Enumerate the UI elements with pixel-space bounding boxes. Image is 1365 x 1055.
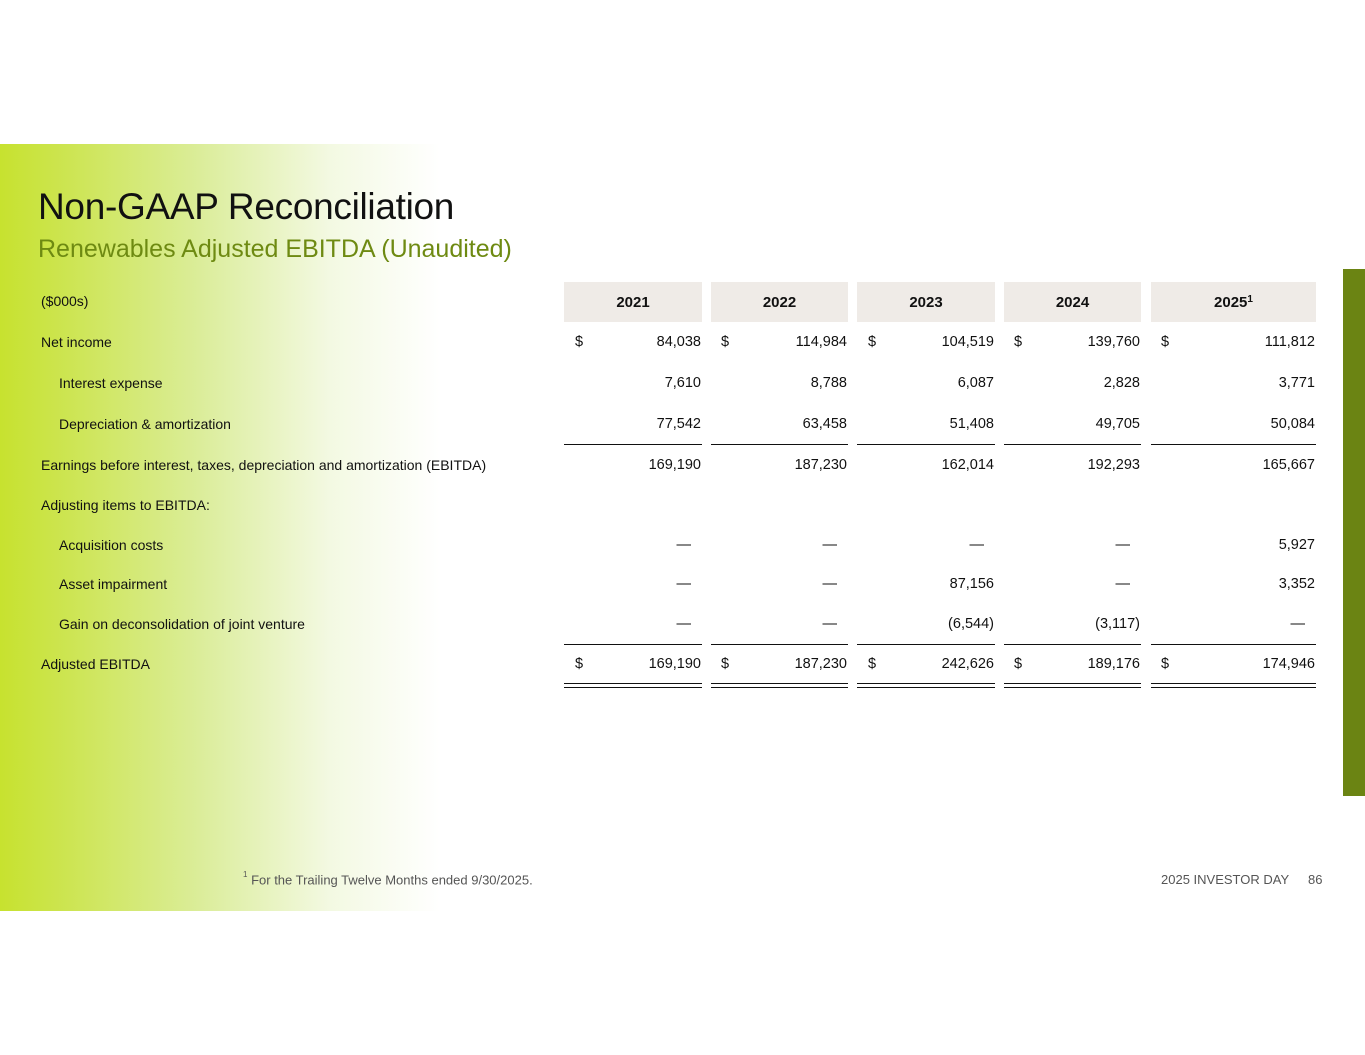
table-cell: 139,760 — [1087, 334, 1140, 350]
table-cell: 2,828 — [1103, 375, 1140, 391]
total-rule — [857, 644, 995, 645]
table-cell: 50,084 — [1270, 416, 1315, 432]
footnote-marker: 1 — [243, 870, 248, 879]
row-label: Net income — [41, 334, 112, 350]
double-underline — [857, 683, 995, 688]
table-cell: 165,667 — [1262, 457, 1315, 473]
row-label: Asset impairment — [59, 576, 168, 592]
currency-symbol: $ — [868, 656, 877, 672]
table-cell: — — [1290, 616, 1305, 632]
table-cell: — — [676, 537, 691, 553]
column-header-2023: 2023 — [857, 282, 995, 322]
table-cell: (6,544) — [948, 616, 994, 632]
double-underline — [1151, 683, 1316, 688]
footnote-marker: 1 — [1247, 293, 1253, 305]
table-cell: — — [822, 576, 837, 592]
total-rule — [711, 644, 848, 645]
footnote — [243, 872, 533, 887]
table-cell: — — [969, 537, 984, 553]
table-cell: 111,812 — [1264, 334, 1315, 350]
row-label: Depreciation & amortization — [59, 416, 231, 432]
table-cell: — — [822, 537, 837, 553]
table-cell: — — [676, 576, 691, 592]
row-label: Acquisition costs — [59, 537, 164, 553]
column-header-2024: 2024 — [1004, 282, 1141, 322]
currency-symbol: $ — [1161, 334, 1170, 350]
table-cell: 87,156 — [949, 576, 994, 592]
table-cell: 169,190 — [648, 457, 701, 473]
units-label: ($000s) — [41, 293, 89, 309]
table-cell: 104,519 — [941, 334, 994, 350]
table-cell: 77,542 — [656, 416, 701, 432]
table-cell: 192,293 — [1087, 457, 1140, 473]
subtotal-rule — [1004, 444, 1141, 445]
table-cell: 8,788 — [810, 375, 847, 391]
currency-symbol: $ — [1161, 656, 1170, 672]
currency-symbol: $ — [868, 334, 877, 350]
currency-symbol: $ — [575, 656, 584, 672]
table-cell: 6,087 — [957, 375, 994, 391]
currency-symbol: $ — [1014, 334, 1023, 350]
table-cell: 51,408 — [949, 416, 994, 432]
double-underline — [564, 683, 702, 688]
row-label: Adjusted EBITDA — [41, 656, 150, 672]
page-number: 86 — [1308, 872, 1323, 887]
currency-symbol: $ — [721, 334, 730, 350]
table-cell: 49,705 — [1095, 416, 1140, 432]
footer-event-label: 2025 INVESTOR DAY — [1161, 872, 1290, 887]
subtotal-rule — [564, 444, 702, 445]
column-header-2022: 2022 — [711, 282, 848, 322]
row-label: Gain on deconsolidation of joint venture — [59, 616, 305, 632]
table-cell: — — [1115, 537, 1130, 553]
accent-side-bar — [1343, 269, 1365, 796]
subtotal-rule — [1151, 444, 1316, 445]
table-cell: 114,984 — [795, 334, 847, 350]
table-cell: — — [822, 616, 837, 632]
subtotal-rule — [711, 444, 848, 445]
table-cell: (3,117) — [1095, 616, 1140, 632]
column-header-2025: 2025 $^1$ — [1151, 282, 1316, 322]
table-cell: 187,230 — [794, 457, 847, 473]
currency-symbol: $ — [575, 334, 584, 350]
table-cell: 189,176 — [1087, 656, 1140, 672]
total-rule — [564, 644, 702, 645]
double-underline — [1004, 683, 1141, 688]
footnote-text: For the Trailing Twelve Months ended 9/30/2025. — [251, 872, 533, 888]
row-label: Earnings before interest, taxes, depreciation and amortization (EBITDA) — [41, 457, 487, 473]
table-cell: 3,771 — [1278, 375, 1315, 391]
table-cell: 162,014 — [941, 457, 994, 473]
currency-symbol: $ — [721, 656, 730, 672]
total-rule — [1151, 644, 1316, 645]
subtotal-rule — [857, 444, 995, 445]
table-cell: 63,458 — [802, 416, 847, 432]
table-cell: 187,230 — [794, 656, 847, 672]
table-cell: 174,946 — [1262, 656, 1315, 672]
page-subtitle: Renewables Adjusted EBITDA (Unaudited) — [38, 235, 512, 263]
currency-symbol: $ — [1014, 656, 1023, 672]
table-cell: — — [676, 616, 691, 632]
table-cell: 242,626 — [941, 656, 994, 672]
column-header-2021: 2021 — [564, 282, 702, 322]
table-cell: — — [1115, 576, 1130, 592]
table-cell: 169,190 — [648, 656, 701, 672]
table-cell: 5,927 — [1278, 537, 1315, 553]
total-rule — [1004, 644, 1141, 645]
table-cell: 84,038 — [656, 334, 701, 350]
page-title: Non-GAAP Reconciliation — [38, 186, 455, 227]
table-cell: 7,610 — [664, 375, 701, 391]
table-cell: 3,352 — [1278, 576, 1315, 592]
row-label: Adjusting items to EBITDA: — [41, 497, 210, 513]
row-label: Interest expense — [59, 375, 163, 391]
double-underline — [711, 683, 848, 688]
